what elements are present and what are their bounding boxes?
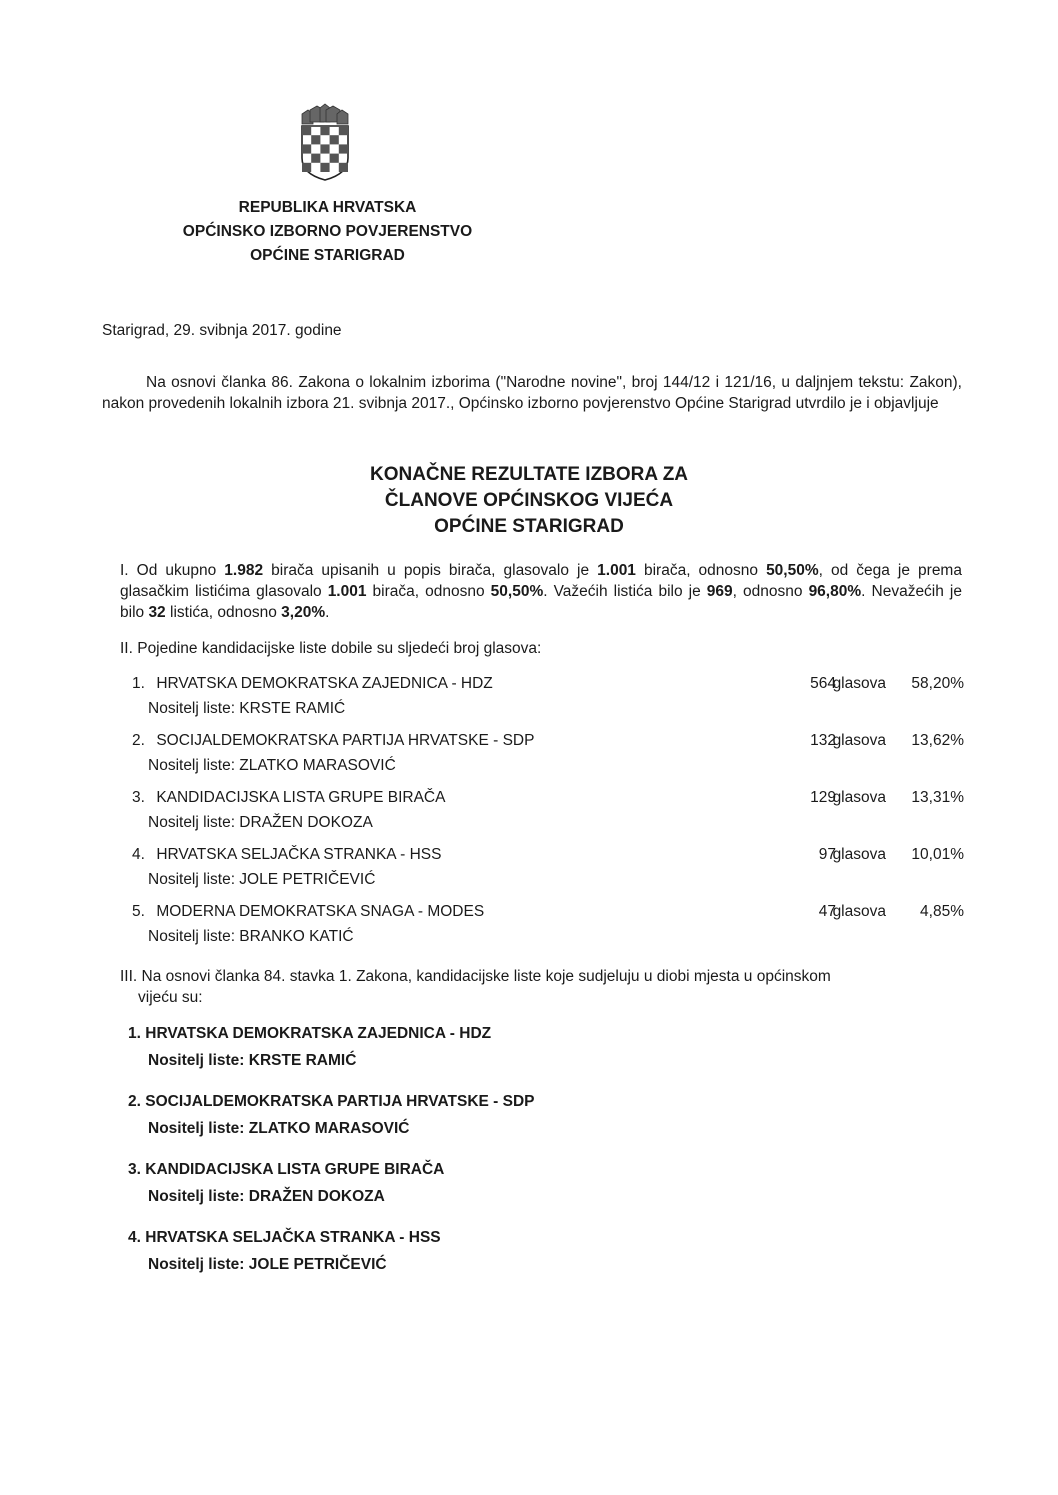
section-ii-heading: II. Pojedine kandidacijske liste dobile su sljedeći broj glasova: xyxy=(120,640,542,657)
turnout-text: , od čega je prema glasačkim listićima glasovalo xyxy=(120,562,962,600)
seat-list-name: SOCIJALDEMOKRATSKA PARTIJA HRVATSKE - SDP xyxy=(145,1093,535,1110)
result-item xyxy=(132,843,964,900)
coat-of-arms-icon xyxy=(298,102,352,182)
shield-check-square xyxy=(339,126,348,135)
list-name: SOCIJALDEMOKRATSKA PARTIJA HRVATSKE - SDP xyxy=(156,732,535,749)
section-iii-line-1: III. Na osnovi članka 84. stavka 1. Zakona, kandidacijske liste koje sudjeluju u diobi mjesta u općinskom xyxy=(120,968,831,985)
seat-list-holder: Nositelj liste: ZLATKO MARASOVIĆ xyxy=(148,1120,410,1137)
turnout-text: , odnosno xyxy=(732,583,809,600)
valid-count: 969 xyxy=(706,583,733,600)
place-date: Starigrad, 29. svibnja 2017. godine xyxy=(102,322,342,339)
result-item xyxy=(132,672,964,729)
header-line-1: REPUBLIKA HRVATSKA xyxy=(238,199,417,216)
list-holder: Nositelj liste: JOLE PETRIČEVIĆ xyxy=(148,871,376,888)
seat-list-holder: Nositelj liste: KRSTE RAMIĆ xyxy=(148,1052,357,1069)
section-iii-paragraph xyxy=(120,966,962,1008)
shield-check-square xyxy=(311,135,320,144)
ballots-count: 1.001 xyxy=(327,583,367,600)
section-iii-line-2: vijeću su: xyxy=(138,989,203,1006)
intro-text: Na osnovi članka 86. Zakona o lokalnim izborima ("Narodne novine", broj 144/12 i 121/16, u daljnjem tekstu: Zakon), nakon provedenih lokalnih izbora 21. svibnja 2017., Općinsko izborno povjerenstvo Općine Starigrad utvrdilo je i objavljuje xyxy=(102,374,962,412)
title-line-3: OPĆINE STARIGRAD xyxy=(434,516,624,537)
list-name: HRVATSKA SELJAČKA STRANKA - HSS xyxy=(156,846,442,863)
header-line-2: OPĆINSKO IZBORNO POVJERENSTVO xyxy=(182,223,473,240)
shield-check-square xyxy=(330,154,339,163)
votes-label: glasova xyxy=(832,675,886,692)
title-line-1: KONAČNE REZULTATE IZBORA ZA xyxy=(369,464,689,485)
list-name: HRVATSKA DEMOKRATSKA ZAJEDNICA - HDZ xyxy=(156,675,493,692)
vote-count: 97 xyxy=(818,846,836,863)
shield-check-square xyxy=(302,126,311,135)
seat-list-item xyxy=(128,1158,535,1226)
votes-label: glasova xyxy=(832,732,886,749)
turnout-text: . xyxy=(325,604,330,621)
turnout-text: . Važećih listića bilo je xyxy=(543,583,707,600)
seat-list-number: 2. xyxy=(128,1093,141,1110)
header-line-3: OPĆINE STARIGRAD xyxy=(250,247,405,264)
list-holder: Nositelj liste: BRANKO KATIĆ xyxy=(148,928,354,945)
shield-check-square xyxy=(320,126,329,135)
registered-voters: 1.982 xyxy=(224,562,264,579)
list-name: MODERNA DEMOKRATSKA SNAGA - MODES xyxy=(156,903,485,920)
shield-check-square xyxy=(330,135,339,144)
seat-list-name: HRVATSKA SELJAČKA STRANKA - HSS xyxy=(145,1229,441,1246)
turnout-text: birača upisanih u popis birača, glasovalo je xyxy=(263,562,598,579)
valid-percent: 96,80% xyxy=(808,583,862,600)
document-title xyxy=(0,462,1058,540)
section-i-numeral: I. xyxy=(120,562,129,579)
seat-list-item xyxy=(128,1090,535,1158)
seat-list-item xyxy=(128,1226,535,1294)
seat-list-number: 1. xyxy=(128,1025,141,1042)
shield-check-square xyxy=(302,163,311,172)
list-holder: Nositelj liste: ZLATKO MARASOVIĆ xyxy=(148,757,396,774)
shield-check-square xyxy=(311,154,320,163)
vote-count: 564 xyxy=(810,675,836,692)
vote-count: 47 xyxy=(818,903,836,920)
list-holder: Nositelj liste: DRAŽEN DOKOZA xyxy=(148,814,373,831)
result-item xyxy=(132,729,964,786)
vote-percent: 13,62% xyxy=(911,732,964,749)
result-item xyxy=(132,900,964,957)
list-holder: Nositelj liste: KRSTE RAMIĆ xyxy=(148,700,346,717)
turnout-text: birača, odnosno xyxy=(635,562,767,579)
shield-check-square xyxy=(320,144,329,153)
turnout-text: listića, odnosno xyxy=(165,604,282,621)
seat-lists xyxy=(128,1022,535,1294)
votes-label: glasova xyxy=(832,789,886,806)
result-item xyxy=(132,786,964,843)
section-i-turnout xyxy=(120,560,962,623)
voted-count: 1.001 xyxy=(597,562,636,579)
votes-label: glasova xyxy=(832,903,886,920)
vote-count: 129 xyxy=(810,789,836,806)
intro-paragraph xyxy=(102,372,962,414)
voted-percent: 50,50% xyxy=(766,562,819,579)
invalid-percent: 3,20% xyxy=(281,604,326,621)
vote-count: 132 xyxy=(810,732,836,749)
issuer-header xyxy=(0,196,655,268)
result-number: 1. xyxy=(132,675,145,692)
shield-check-square xyxy=(320,163,329,172)
result-number: 4. xyxy=(132,846,145,863)
shield-check-square xyxy=(339,144,348,153)
turnout-text: birača, odnosno xyxy=(366,583,491,600)
vote-percent: 13,31% xyxy=(911,789,964,806)
turnout-text: . Nevažećih je bilo xyxy=(120,583,962,621)
turnout-text: Od ukupno xyxy=(136,562,225,579)
result-number: 2. xyxy=(132,732,145,749)
seat-list-number: 4. xyxy=(128,1229,141,1246)
title-line-2: ČLANOVE OPĆINSKOG VIJEĆA xyxy=(384,490,674,511)
seat-list-holder: Nositelj liste: DRAŽEN DOKOZA xyxy=(148,1188,385,1205)
seat-list-number: 3. xyxy=(128,1161,141,1178)
shield-check-square xyxy=(339,163,348,172)
seat-list-name: KANDIDACIJSKA LISTA GRUPE BIRAČA xyxy=(145,1161,445,1178)
result-number: 5. xyxy=(132,903,145,920)
votes-label: glasova xyxy=(832,846,886,863)
vote-percent: 58,20% xyxy=(911,675,964,692)
invalid-count: 32 xyxy=(148,604,166,621)
seat-list-name: HRVATSKA DEMOKRATSKA ZAJEDNICA - HDZ xyxy=(145,1025,492,1042)
list-name: KANDIDACIJSKA LISTA GRUPE BIRAČA xyxy=(156,789,446,806)
seat-list-item xyxy=(128,1022,535,1090)
result-number: 3. xyxy=(132,789,145,806)
shield-check-square xyxy=(302,144,311,153)
ballots-percent: 50,50% xyxy=(490,583,544,600)
seat-list-holder: Nositelj liste: JOLE PETRIČEVIĆ xyxy=(148,1256,387,1273)
vote-percent: 4,85% xyxy=(920,903,964,920)
vote-percent: 10,01% xyxy=(911,846,964,863)
results-list xyxy=(132,672,964,957)
